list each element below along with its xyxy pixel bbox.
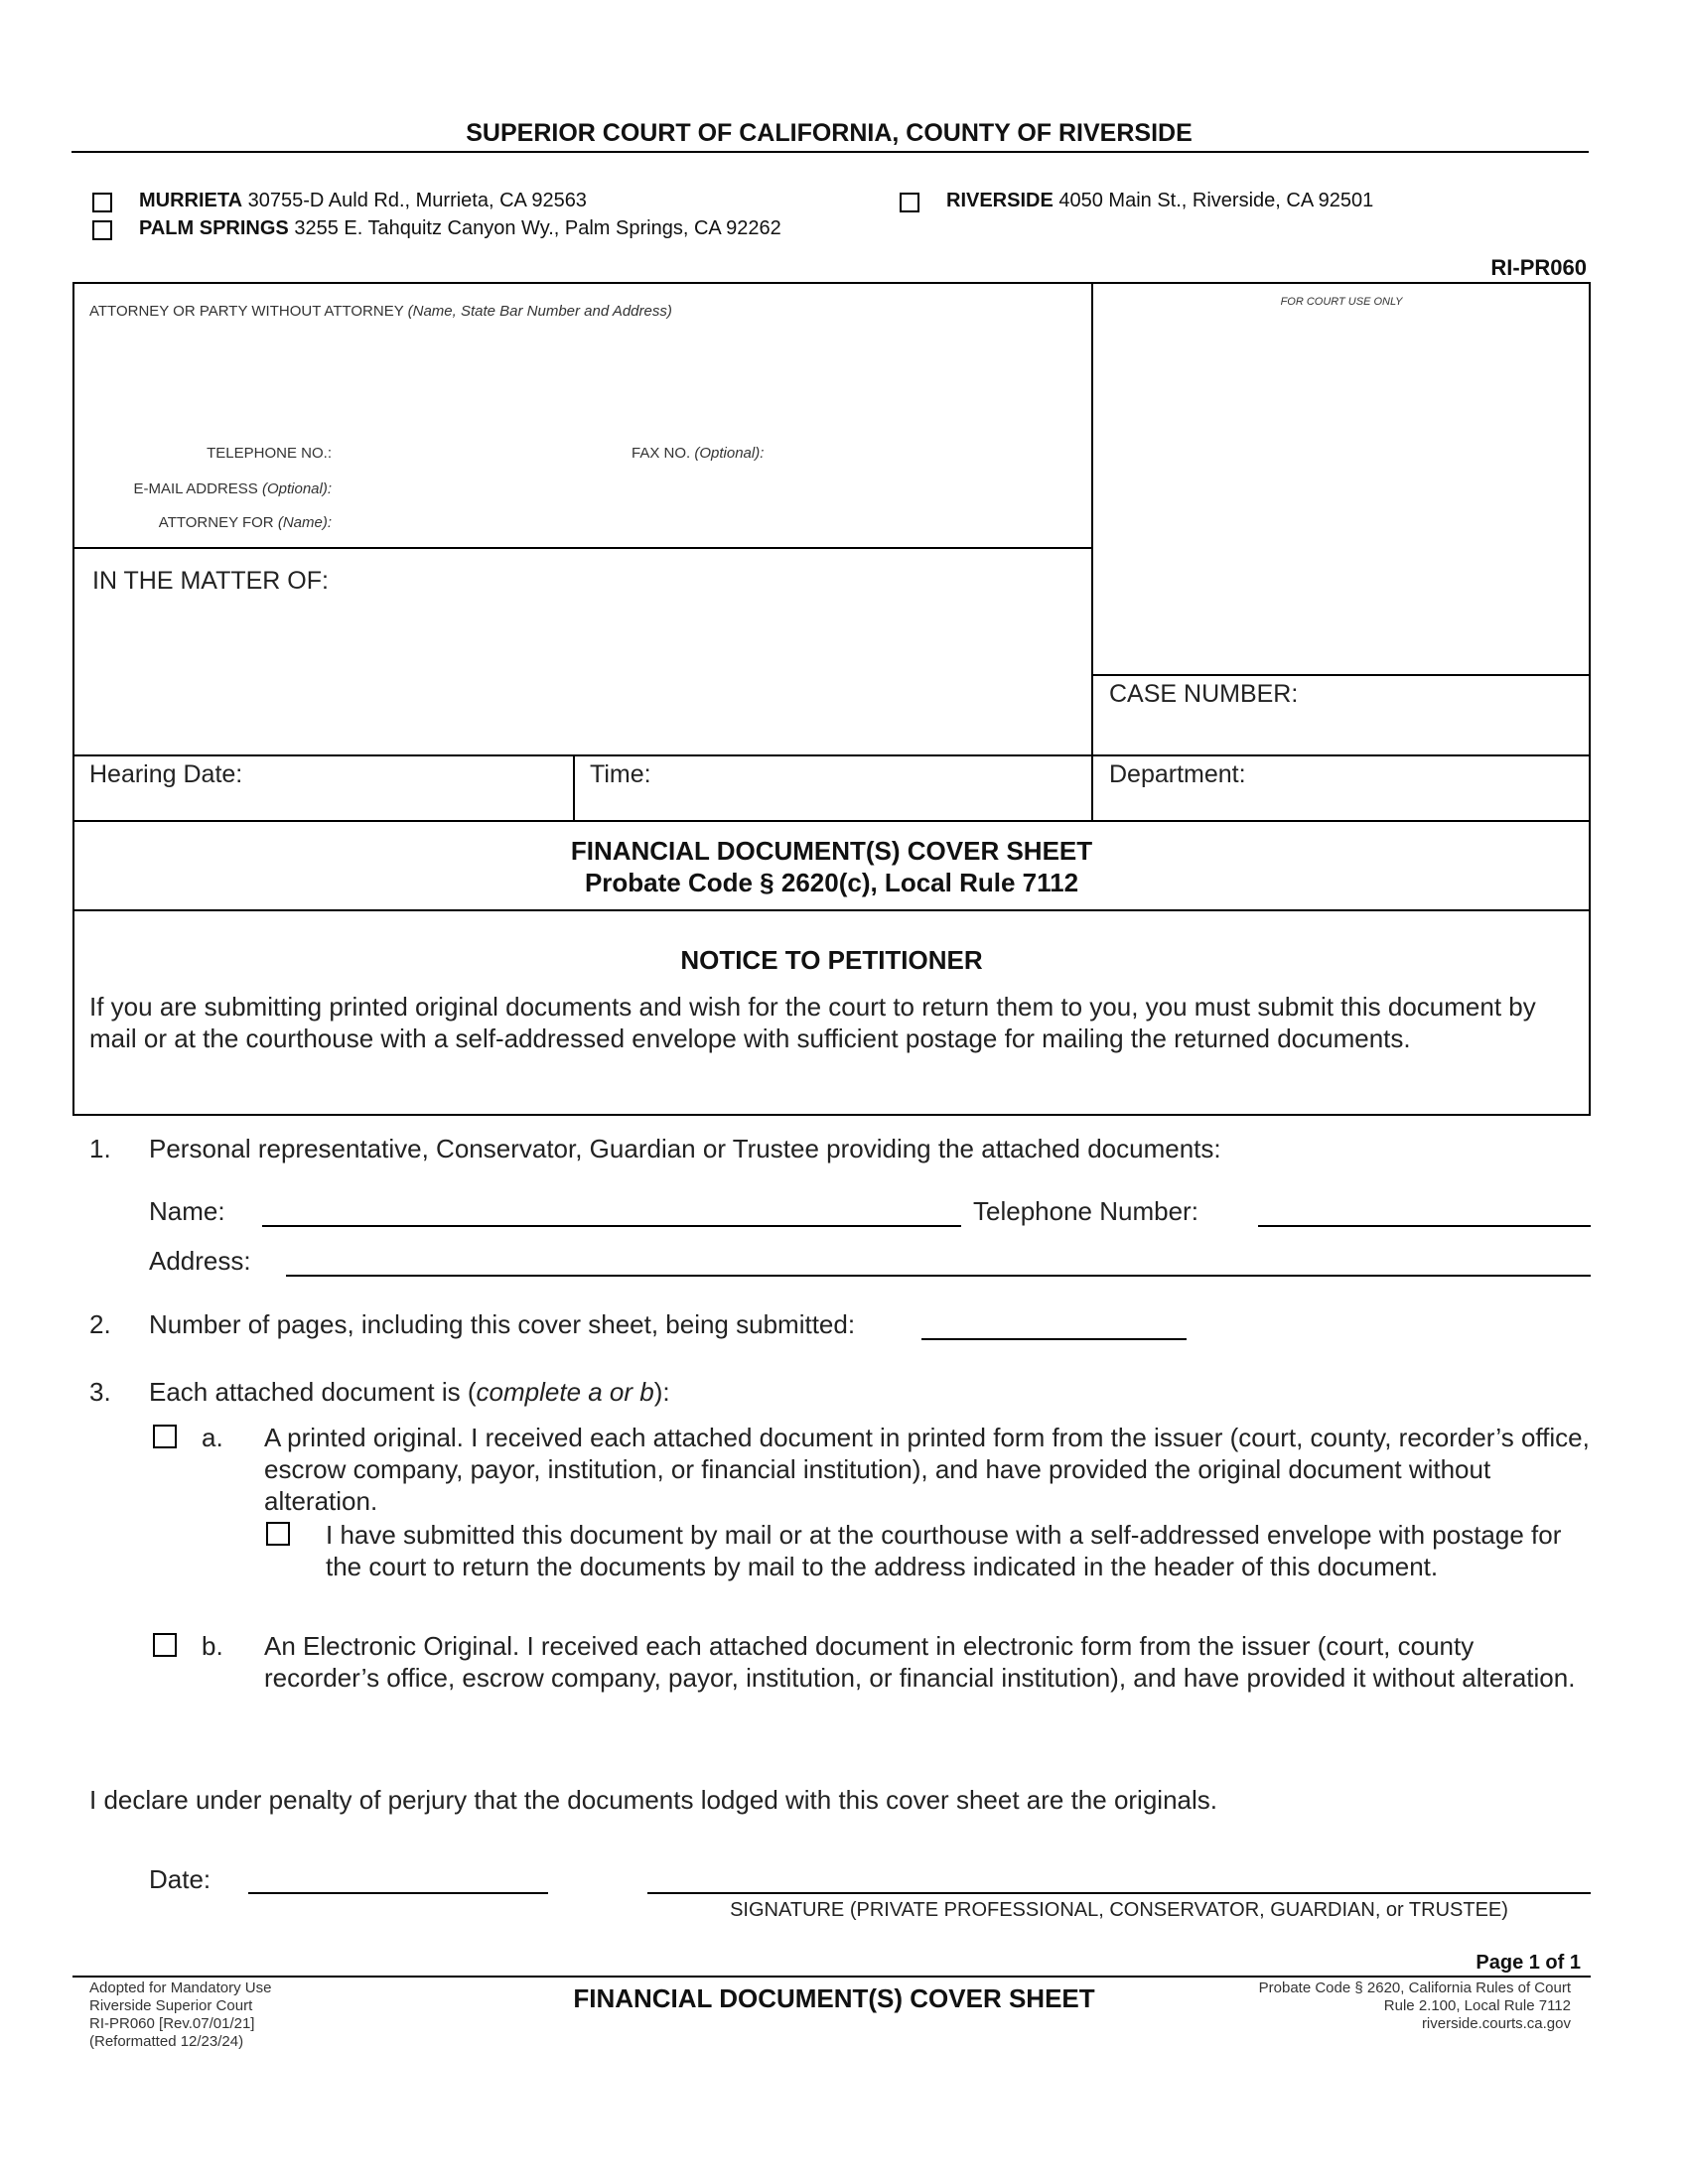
caption-box xyxy=(72,282,1591,822)
fax-label-text: FAX NO. xyxy=(632,445,691,462)
attorney-label xyxy=(89,303,672,320)
court-use-label: FOR COURT USE ONLY xyxy=(1280,296,1403,308)
fax-input[interactable] xyxy=(784,437,1072,465)
attorney-for-input[interactable] xyxy=(338,506,1072,534)
department-label: Department: xyxy=(1109,760,1246,788)
hearing-row-top xyxy=(72,754,1591,756)
email-label-note: (Optional): xyxy=(261,480,332,497)
date-input[interactable] xyxy=(248,1892,548,1894)
footer-left-line-1: Adopted for Mandatory Use xyxy=(89,1979,272,1996)
footer-left-line-3: RI-PR060 [Rev.07/01/21] xyxy=(89,2015,255,2032)
date-label: Date: xyxy=(149,1864,211,1894)
form-title: FINANCIAL DOCUMENT(S) COVER SHEET xyxy=(570,836,1093,866)
murrieta-address: 30755-D Auld Rd., Murrieta, CA 92563 xyxy=(247,190,587,211)
item2-text: Number of pages, including this cover sheet, being submitted: xyxy=(149,1309,856,1339)
matter-label: IN THE MATTER OF: xyxy=(92,567,329,595)
item3b-text: An Electronic Original. I received each attached document in electronic form from the issuer (court, county recorder’s office, escrow company, payor, institution, or financial institution), and have provided it without alteration. xyxy=(264,1631,1576,1693)
item1-telephone-label: Telephone Number: xyxy=(973,1196,1198,1226)
attorney-for-label-text: ATTORNEY FOR xyxy=(158,514,274,531)
palm-springs-name: PALM SPRINGS xyxy=(139,217,289,239)
item1-telephone-input[interactable] xyxy=(1258,1225,1591,1227)
item1-name-input[interactable] xyxy=(262,1225,961,1227)
fax-label-note: (Optional): xyxy=(694,445,765,462)
riverside-location xyxy=(946,190,1373,212)
item3-text-start: Each attached document is ( xyxy=(149,1377,477,1407)
item1-text: Personal representative, Conservator, Guardian or Trustee providing the attached documents: xyxy=(149,1134,1221,1163)
caption-vertical-divider xyxy=(1091,282,1093,822)
riverside-checkbox[interactable] xyxy=(900,193,919,212)
murrieta-name: MURRIETA xyxy=(139,190,243,211)
header-rule xyxy=(71,151,1589,153)
form-number: RI-PR060 xyxy=(1490,255,1587,280)
item3-number: 3. xyxy=(89,1377,111,1407)
fax-label xyxy=(632,445,764,462)
palm-springs-location xyxy=(139,217,781,240)
item1-address-label: Address: xyxy=(149,1246,251,1276)
court-title: SUPERIOR COURT OF CALIFORNIA, COUNTY OF RIVERSIDE xyxy=(466,119,1193,147)
item3b-label: b. xyxy=(202,1631,223,1661)
footer-right-line-2: Rule 2.100, Local Rule 7112 xyxy=(1383,1997,1571,2014)
palm-springs-address: 3255 E. Tahquitz Canyon Wy., Palm Springs, CA 92262 xyxy=(294,217,781,239)
item3-text-end: ): xyxy=(653,1377,670,1407)
email-label-text: E-MAIL ADDRESS xyxy=(133,480,258,497)
footer-rule xyxy=(72,1976,1591,1978)
footer-left xyxy=(89,1979,271,2051)
signature-label: SIGNATURE (PRIVATE PROFESSIONAL, CONSERVATOR, GUARDIAN, or TRUSTEE) xyxy=(730,1899,1508,1921)
item1-address-input[interactable] xyxy=(286,1275,1591,1277)
attorney-block-bottom xyxy=(72,547,1093,549)
item3a-text: A printed original. I received each attached document in printed form from the issuer (court, county, recorder’s office, escrow company, payor, institution, or financial institution), and have provided the original document without alteration. xyxy=(264,1423,1590,1516)
attorney-label-text: ATTORNEY OR PARTY WITHOUT ATTORNEY xyxy=(89,303,404,320)
hearing-time-divider xyxy=(573,754,575,822)
item3a-sub-text: I have submitted this document by mail or at the courthouse with a self-addressed envelope with postage for the court to return the documents by mail to the address indicated in the header of this document. xyxy=(326,1520,1562,1581)
item2-number: 2. xyxy=(89,1309,111,1339)
footer-left-line-2: Riverside Superior Court xyxy=(89,1997,253,2014)
riverside-address: 4050 Main St., Riverside, CA 92501 xyxy=(1058,190,1374,211)
footer-right xyxy=(1259,1979,1571,2033)
attorney-for-label-note: (Name): xyxy=(277,514,332,531)
email-input[interactable] xyxy=(338,473,1072,500)
case-number-label: CASE NUMBER: xyxy=(1109,680,1299,708)
item3a-sub-checkbox[interactable] xyxy=(266,1522,290,1546)
signature-line[interactable] xyxy=(647,1892,1591,1894)
item3a-label: a. xyxy=(202,1423,223,1452)
notice-text: If you are submitting printed original documents and wish for the court to return them to you, you must submit this document by mail or at the courthouse with a self-addressed envelope with sufficient postage for mailing the returned documents. xyxy=(89,992,1536,1053)
email-label xyxy=(89,480,332,497)
footer-right-line-3: riverside.courts.ca.gov xyxy=(1421,2015,1571,2032)
attorney-label-note: (Name, State Bar Number and Address) xyxy=(407,303,672,320)
declaration-text: I declare under penalty of perjury that the documents lodged with this cover sheet are the originals. xyxy=(89,1785,1217,1815)
footer-title: FINANCIAL DOCUMENT(S) COVER SHEET xyxy=(573,1983,1095,2013)
item3b-checkbox[interactable] xyxy=(153,1633,177,1657)
item1-name-label: Name: xyxy=(149,1196,225,1226)
item1-number: 1. xyxy=(89,1134,111,1163)
notice-heading: NOTICE TO PETITIONER xyxy=(680,945,983,975)
case-number-top xyxy=(1091,674,1591,676)
murrieta-checkbox[interactable] xyxy=(92,193,112,212)
page-number: Page 1 of 1 xyxy=(1476,1952,1581,1974)
footer-right-line-1: Probate Code § 2620, California Rules of Court xyxy=(1258,1979,1571,1996)
form-subtitle: Probate Code § 2620(c), Local Rule 7112 xyxy=(584,868,1079,897)
time-label: Time: xyxy=(590,760,651,788)
item3-text xyxy=(149,1376,670,1408)
riverside-name: RIVERSIDE xyxy=(946,190,1054,211)
murrieta-location xyxy=(139,190,587,212)
telephone-input[interactable] xyxy=(338,437,616,465)
hearing-date-label: Hearing Date: xyxy=(89,760,243,788)
item3-text-italic: complete a or b xyxy=(476,1377,654,1407)
item2-pages-input[interactable] xyxy=(921,1338,1187,1340)
footer-left-line-4: (Reformatted 12/23/24) xyxy=(89,2033,244,2050)
telephone-label: TELEPHONE NO.: xyxy=(207,445,332,462)
palm-springs-checkbox[interactable] xyxy=(92,220,112,240)
attorney-for-label xyxy=(89,514,332,531)
item3a-checkbox[interactable] xyxy=(153,1425,177,1448)
